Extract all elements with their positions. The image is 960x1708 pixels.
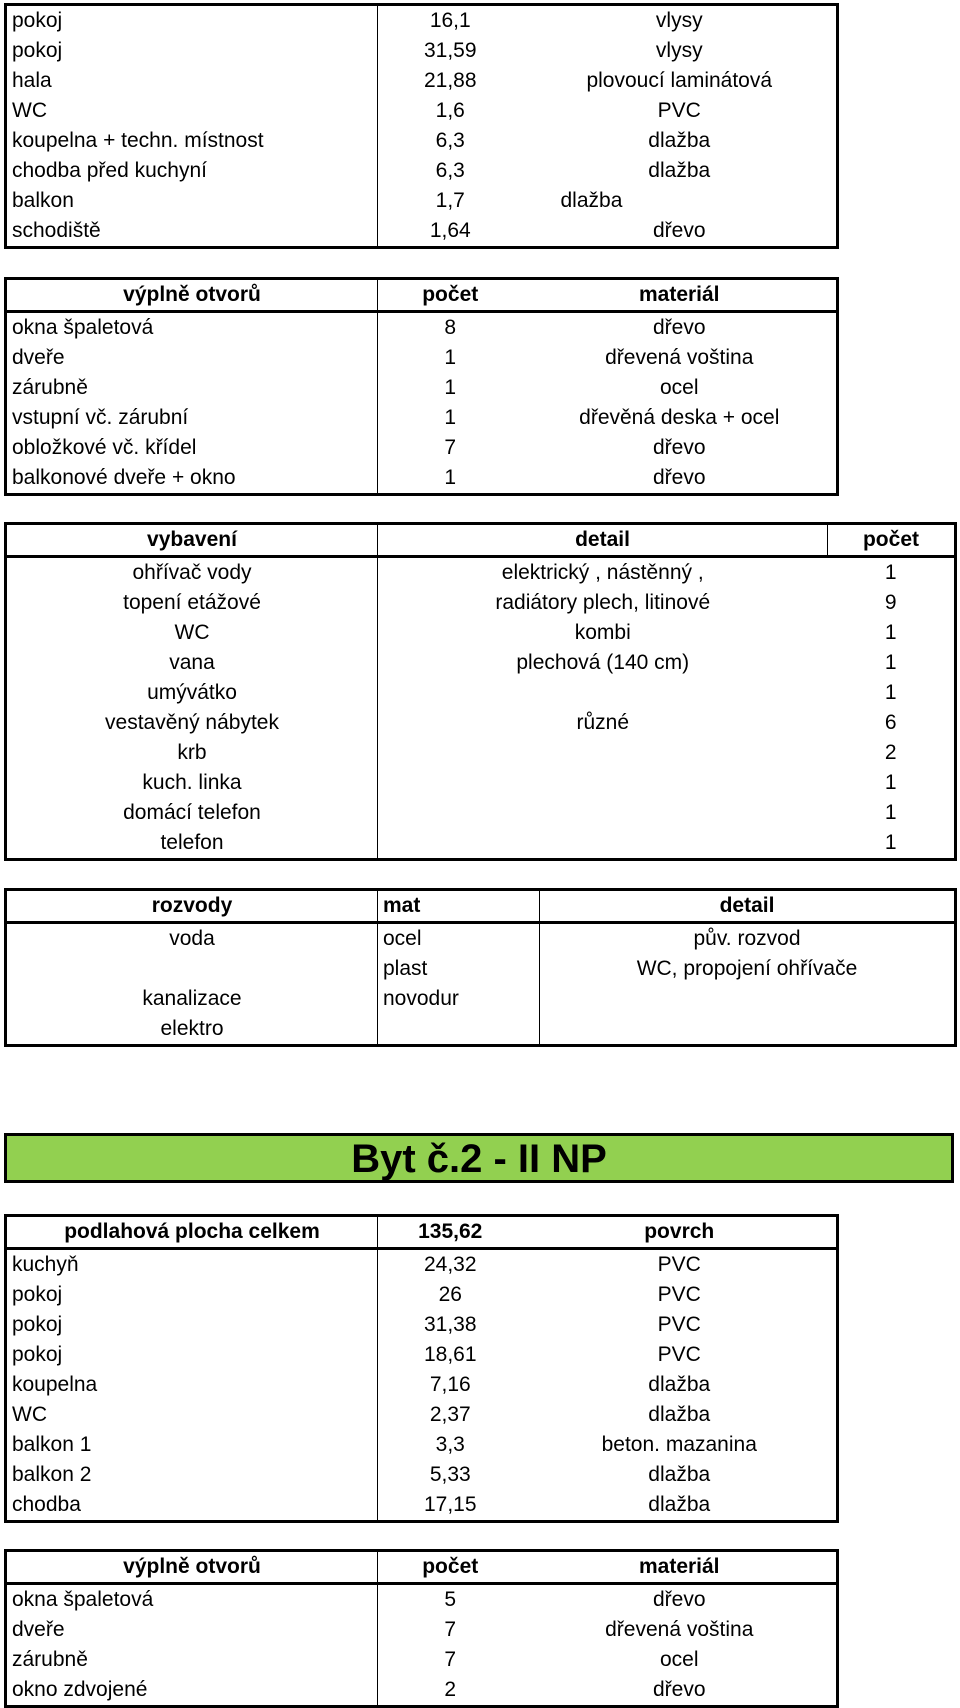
column-header: povrch xyxy=(523,1216,838,1249)
surface-type: dlažba xyxy=(648,1373,711,1396)
table-row xyxy=(6,1430,838,1460)
count-value: 1 xyxy=(884,801,897,824)
equipment-detail xyxy=(378,828,828,860)
table-row xyxy=(6,1460,838,1490)
surface-type: beton. mazanina xyxy=(601,1433,757,1456)
table-row xyxy=(6,373,838,403)
column-header: počet xyxy=(378,279,523,312)
column-header: rozvody xyxy=(6,890,378,923)
table-row xyxy=(6,768,956,798)
table-row xyxy=(6,678,956,708)
material-value: dřevěná deska + ocel xyxy=(579,406,780,429)
column-header: podlahová plocha celkem xyxy=(6,1216,378,1249)
table-row xyxy=(6,343,838,373)
room-name: kuchyň xyxy=(6,1249,378,1281)
column-header: počet xyxy=(828,524,956,557)
equipment-name: telefon xyxy=(6,828,378,860)
section-title-banner xyxy=(4,1133,954,1183)
surface-type: dlažba xyxy=(648,159,711,182)
equipment-detail xyxy=(378,768,828,798)
area-value: 2,37 xyxy=(429,1403,471,1426)
utility-detail: pův. rozvod xyxy=(693,927,801,950)
room-name: schodiště xyxy=(6,216,378,248)
table-row xyxy=(6,1280,838,1310)
table-row xyxy=(6,1615,838,1645)
equipment-detail: radiátory plech, litinové xyxy=(495,591,711,614)
count-value: 8 xyxy=(444,316,457,339)
count-value: 1 xyxy=(884,651,897,674)
material-value: ocel xyxy=(659,376,699,399)
room-name: pokoj xyxy=(6,1310,378,1340)
table-row xyxy=(6,648,956,678)
openings-table-2 xyxy=(4,1549,839,1708)
area-value: 6,3 xyxy=(435,129,465,152)
surface-type: dřevo xyxy=(652,219,706,242)
opening-name: dveře xyxy=(6,1615,378,1645)
count-value: 7 xyxy=(444,1618,457,1641)
area-value: 1,7 xyxy=(435,189,465,212)
openings-table-1 xyxy=(4,277,839,496)
opening-name: okna špaletová xyxy=(6,1584,378,1616)
table-row xyxy=(6,1645,838,1675)
room-name: pokoj xyxy=(6,36,378,66)
equipment-detail: elektrický , nástěnný , xyxy=(501,561,704,584)
utility-detail xyxy=(540,1014,956,1046)
material-value: plast xyxy=(378,954,540,984)
area-value: 21,88 xyxy=(423,69,477,92)
room-name: pokoj xyxy=(6,1280,378,1310)
area-value: 1,6 xyxy=(435,99,465,122)
count-value: 2 xyxy=(444,1678,457,1701)
table-row xyxy=(6,557,956,589)
utility-name: voda xyxy=(6,923,378,955)
area-value: 7,16 xyxy=(429,1373,471,1396)
room-name: koupelna xyxy=(6,1370,378,1400)
table-row xyxy=(6,186,838,216)
utility-name: elektro xyxy=(6,1014,378,1046)
equipment-name: ohřívač vody xyxy=(6,557,378,589)
area-value: 24,32 xyxy=(423,1253,477,1276)
surface-type: dlažba xyxy=(648,1403,711,1426)
equipment-detail xyxy=(378,738,828,768)
utility-name xyxy=(6,954,378,984)
equipment-detail xyxy=(378,678,828,708)
material-value: novodur xyxy=(378,984,540,1014)
material-value: dřevo xyxy=(652,1678,706,1701)
table-row xyxy=(6,1370,838,1400)
equipment-name: kuch. linka xyxy=(6,768,378,798)
surface-type: dlažba xyxy=(648,1463,711,1486)
area-value: 1,64 xyxy=(429,219,471,242)
count-value: 1 xyxy=(444,466,457,489)
column-header: mat xyxy=(378,890,540,923)
opening-name: okna špaletová xyxy=(6,312,378,344)
surface-type: vlysy xyxy=(655,39,703,62)
count-value: 6 xyxy=(884,711,897,734)
table-row xyxy=(6,36,838,66)
count-value: 1 xyxy=(444,406,457,429)
material-value xyxy=(378,1014,540,1046)
opening-name: dveře xyxy=(6,343,378,373)
table-row xyxy=(6,96,838,126)
table-row xyxy=(6,1310,838,1340)
column-header: detail xyxy=(378,524,828,557)
equipment-detail xyxy=(378,798,828,828)
table-row xyxy=(6,1400,838,1430)
room-name: balkon xyxy=(6,186,378,216)
area-value: 31,59 xyxy=(423,39,477,62)
surface-type: PVC xyxy=(657,1313,701,1336)
area-value: 6,3 xyxy=(435,159,465,182)
material-value: dřevená voština xyxy=(605,346,754,369)
utility-detail: WC, propojení ohřívače xyxy=(636,957,858,980)
surface-type: vlysy xyxy=(655,9,703,32)
material-value: dřevená voština xyxy=(605,1618,754,1641)
equipment-table xyxy=(4,522,957,861)
equipment-detail: plechová (140 cm) xyxy=(516,651,690,674)
utility-detail xyxy=(540,984,956,1014)
surface-type: PVC xyxy=(657,99,701,122)
material-value: dřevo xyxy=(652,316,706,339)
equipment-name: vestavěný nábytek xyxy=(6,708,378,738)
floor-area-table-1 xyxy=(4,3,839,249)
room-name: pokoj xyxy=(6,5,378,37)
surface-type: plovoucí laminátová xyxy=(586,69,773,92)
table-row xyxy=(6,708,956,738)
opening-name: vstupní vč. zárubní xyxy=(6,403,378,433)
count-value: 7 xyxy=(444,1648,457,1671)
surface-type: dlažba xyxy=(648,1493,711,1516)
equipment-name: umývátko xyxy=(6,678,378,708)
equipment-name: domácí telefon xyxy=(6,798,378,828)
area-value: 17,15 xyxy=(423,1493,477,1516)
room-name: pokoj xyxy=(6,1340,378,1370)
opening-name: okno zdvojené xyxy=(6,1675,378,1707)
column-header: výplně otvorů xyxy=(6,1551,378,1584)
table-row xyxy=(6,403,838,433)
table-row xyxy=(6,1014,956,1046)
table-row xyxy=(6,1249,838,1281)
column-header: detail xyxy=(540,890,956,923)
table-row xyxy=(6,1490,838,1522)
area-value: 18,61 xyxy=(423,1343,477,1366)
section-title: Byt č.2 - II NP xyxy=(351,1137,607,1181)
table-header-row xyxy=(6,524,956,557)
opening-name: balkonové dveře + okno xyxy=(6,463,378,495)
table-row xyxy=(6,1675,838,1707)
table-row xyxy=(6,126,838,156)
column-header: vybavení xyxy=(6,524,378,557)
opening-name: obložkové vč. křídel xyxy=(6,433,378,463)
opening-name: zárubně xyxy=(6,373,378,403)
count-value: 1 xyxy=(884,561,897,584)
count-value: 1 xyxy=(884,681,897,704)
count-value: 1 xyxy=(444,376,457,399)
area-value: 3,3 xyxy=(435,1433,465,1456)
equipment-name: krb xyxy=(6,738,378,768)
equipment-name: WC xyxy=(6,618,378,648)
surface-type: PVC xyxy=(657,1253,701,1276)
material-value: dřevo xyxy=(652,466,706,489)
area-value: 26 xyxy=(438,1283,462,1306)
room-name: WC xyxy=(6,1400,378,1430)
room-name: chodba xyxy=(6,1490,378,1522)
material-value: dřevo xyxy=(652,1588,706,1611)
table-row xyxy=(6,66,838,96)
room-name: koupelna + techn. místnost xyxy=(6,126,378,156)
equipment-name: vana xyxy=(6,648,378,678)
table-header-row xyxy=(6,890,956,923)
column-header: materiál xyxy=(523,1551,838,1584)
table-row xyxy=(6,798,956,828)
table-row xyxy=(6,433,838,463)
table-row xyxy=(6,828,956,860)
count-value: 1 xyxy=(444,346,457,369)
table-row xyxy=(6,1584,838,1616)
area-value: 31,38 xyxy=(423,1313,477,1336)
count-value: 1 xyxy=(884,831,897,854)
surface-type: dlažba xyxy=(560,189,623,212)
table-row xyxy=(6,5,838,37)
utility-name: kanalizace xyxy=(6,984,378,1014)
table-row xyxy=(6,984,956,1014)
surface-type: dlažba xyxy=(648,129,711,152)
table-row xyxy=(6,588,956,618)
column-header: materiál xyxy=(523,279,838,312)
utilities-table xyxy=(4,888,957,1047)
table-row xyxy=(6,156,838,186)
table-header-row xyxy=(6,1551,838,1584)
table-row xyxy=(6,1340,838,1370)
room-name: balkon 2 xyxy=(6,1460,378,1490)
count-value: 1 xyxy=(884,621,897,644)
table-row xyxy=(6,216,838,248)
surface-type: PVC xyxy=(657,1283,701,1306)
column-header: počet xyxy=(378,1551,523,1584)
room-name: WC xyxy=(6,96,378,126)
table-row xyxy=(6,738,956,768)
table-row xyxy=(6,618,956,648)
room-name: chodba před kuchyní xyxy=(6,156,378,186)
area-value: 5,33 xyxy=(429,1463,471,1486)
opening-name: zárubně xyxy=(6,1645,378,1675)
count-value: 7 xyxy=(444,436,457,459)
material-value: ocel xyxy=(659,1648,699,1671)
table-row xyxy=(6,954,956,984)
total-area-value: 135,62 xyxy=(378,1216,523,1249)
material-value: ocel xyxy=(378,923,540,955)
table-header-row xyxy=(6,1216,838,1249)
table-row xyxy=(6,312,838,344)
area-value: 16,1 xyxy=(429,9,471,32)
column-header: výplně otvorů xyxy=(6,279,378,312)
table-header-row xyxy=(6,279,838,312)
material-value: dřevo xyxy=(652,436,706,459)
count-value: 9 xyxy=(884,591,897,614)
floor-area-table-2 xyxy=(4,1214,839,1523)
room-name: balkon 1 xyxy=(6,1430,378,1460)
count-value: 2 xyxy=(884,741,897,764)
count-value: 1 xyxy=(884,771,897,794)
surface-type: PVC xyxy=(657,1343,701,1366)
equipment-detail: kombi xyxy=(574,621,631,644)
table-row xyxy=(6,463,838,495)
equipment-detail: různé xyxy=(576,711,630,734)
count-value: 5 xyxy=(444,1588,457,1611)
room-name: hala xyxy=(6,66,378,96)
equipment-name: topení etážové xyxy=(6,588,378,618)
table-row xyxy=(6,923,956,955)
